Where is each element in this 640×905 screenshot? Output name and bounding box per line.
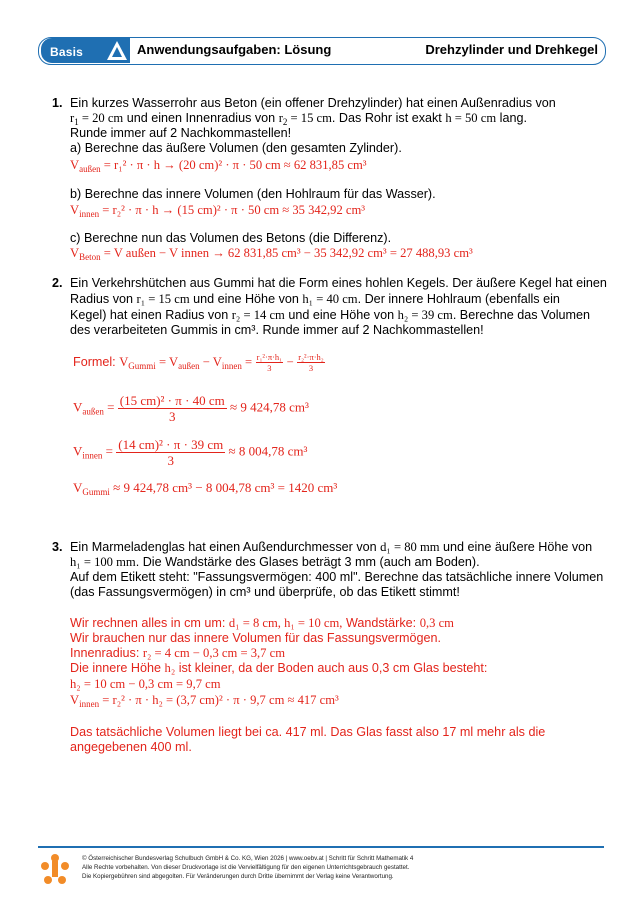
- topic-title: Drehzylinder und Drehkegel: [425, 42, 598, 57]
- task1c-solution: $V_{Beton} = V$ außen − V innen → 62 831,85 cm³ − 35 342,92 cm³ = 27 488,93 cm³: [70, 246, 473, 262]
- footer-copyright: © Österreichischer Bundesverlag Schulbuch GmbH & Co. KG, Wien 2026 | www.oebv.at | Schritt für Schritt Mathematik 4: [82, 855, 414, 862]
- task2-text: Kegel) hat einen Radius von r₂ = 14 cm und eine Höhe von h₂ = 39 cm. Berechne das Volumen: [70, 308, 591, 322]
- task1a-question: a) Berechne das äußere Volumen (den gesamten Zylinder).: [70, 141, 402, 155]
- page-title: Anwendungsaufgaben: Lösung: [137, 42, 332, 57]
- task3-solution: Wir brauchen nur das innere Volumen für das Fassungsvermögen.: [70, 631, 442, 645]
- footer-divider: [38, 846, 604, 848]
- task2-text: Radius von r₁ = 15 cm und eine Höhe von h₁ = 40 cm. Der innere Hohlraum (ebenfalls ein: [70, 292, 560, 306]
- task3-text: (das Fassungsvermögen) in cm³ und überprüfe, ob das Etikett stimmt!: [70, 585, 460, 599]
- task-number: 2.: [52, 276, 63, 290]
- task3-solution: Die innere Höhe h₂ ist kleiner, da der Boden auch aus 0,3 cm Glas besteht:: [70, 661, 488, 675]
- task1b-solution: $V_{innen} = r_2^2 \cdot \pi \cdot h \to (15$ cm)² · π · 50 cm ≈ 35 342,92 cm³: [70, 203, 366, 219]
- task2-text: Ein Verkehrshütchen aus Gummi hat die Form eines hohlen Kegels. Der äußere Kegel hat einen: [70, 276, 607, 290]
- task-number: 1.: [52, 96, 63, 110]
- task1-text: Runde immer auf 2 Nachkommastellen!: [70, 126, 292, 140]
- task1-text: Ein kurzes Wasserrohr aus Beton (ein offener Drehzylinder) hat einen Außenradius von: [70, 96, 556, 110]
- task3-text: h₁ = 100 mm. Die Wandstärke des Glases beträgt 3 mm (auch am Boden).: [70, 555, 480, 569]
- publisher-logo-icon: [40, 853, 70, 887]
- v-innen-line: $V_{innen}$ = $\frac{\text{(14 cm)² · π · 39 cm}}{3}$ ≈ 8 004,78 cm³: [73, 437, 308, 468]
- triangle-logo-icon: [105, 39, 129, 62]
- task3-solution: Innenradius: r₂ = 4 cm − 0,3 cm = 3,7 cm: [70, 646, 285, 660]
- task1a-solution: $V_{außen} = r_1^2 \cdot \pi \cdot h \to (20$ cm)² · π · 50 cm ≈ 62 831,85 cm³: [70, 158, 367, 174]
- task3-text: Auf dem Etikett steht: "Fassungsvermögen: 400 ml". Berechne das tatsächliche innere Volumen: [70, 570, 604, 584]
- task3-solution: h₂ = 10 cm − 0,3 cm = 9,7 cm: [70, 677, 221, 691]
- formula-line: Formel: $V_{Gummi} = V_{außen} - V_{innen}$ = $\frac{\text{r₁²·π·h₁}}{3}$ − $\frac{\text{r₂²·π·h₂}}{3}$: [73, 352, 324, 373]
- footer-rights: Alle Rechte vorbehalten. Von dieser Druckvorlage ist die Vervielfältigung für den eigenen Unterrichtsgebrauch gestattet.: [82, 864, 410, 871]
- footer-fees: Die Kopiergebühren sind abgegolten. Für Veränderungen durch Dritte übernimmt der Verlag keine Verantwortung.: [82, 873, 394, 880]
- task2-text: des verarbeiteten Gummis in cm³. Runde immer auf 2 Nachkommastellen!: [70, 323, 484, 337]
- task1b-question: b) Berechne das innere Volumen (den Hohlraum für das Wasser).: [70, 187, 436, 201]
- v-gummi-line: $V_{Gummi} \approx 9$ 424,78 cm³ − 8 004,78 cm³ = 1420 cm³: [73, 480, 338, 497]
- level-badge: [41, 38, 130, 63]
- task3-conclusion: Das tatsächliche Volumen liegt bei ca. 417 ml. Das Glas fasst also 17 ml mehr als die: [70, 725, 546, 739]
- v-aussen-line: $V_{außen}$ = $\frac{\text{(15 cm)² · π · 40 cm}}{3}$ ≈ 9 424,78 cm³: [73, 393, 309, 424]
- task3-solution: Wir rechnen alles in cm um: d₁ = 8 cm, h₁ = 10 cm, Wandstärke: 0,3 cm: [70, 616, 454, 630]
- task1-text: $r_1 = 20$ cm und einen Innenradius von $r_2 = 15$ cm. Das Rohr ist exakt h = 50 cm lang.: [70, 111, 527, 127]
- task-number: 3.: [52, 540, 63, 554]
- task3-solution: $V_{innen} = r_2^2 \cdot \pi \cdot h_2 = (3,7$ cm)² · π · 9,7 cm ≈ 417 cm³: [70, 693, 339, 709]
- task1c-question: c) Berechne nun das Volumen des Betons (die Differenz).: [70, 231, 392, 245]
- badge-label: Basis: [50, 45, 84, 59]
- task3-text: Ein Marmeladenglas hat einen Außendurchmesser von d₁ = 80 mm und eine äußere Höhe von: [70, 540, 593, 554]
- task3-conclusion: angegebenen 400 ml.: [70, 740, 192, 754]
